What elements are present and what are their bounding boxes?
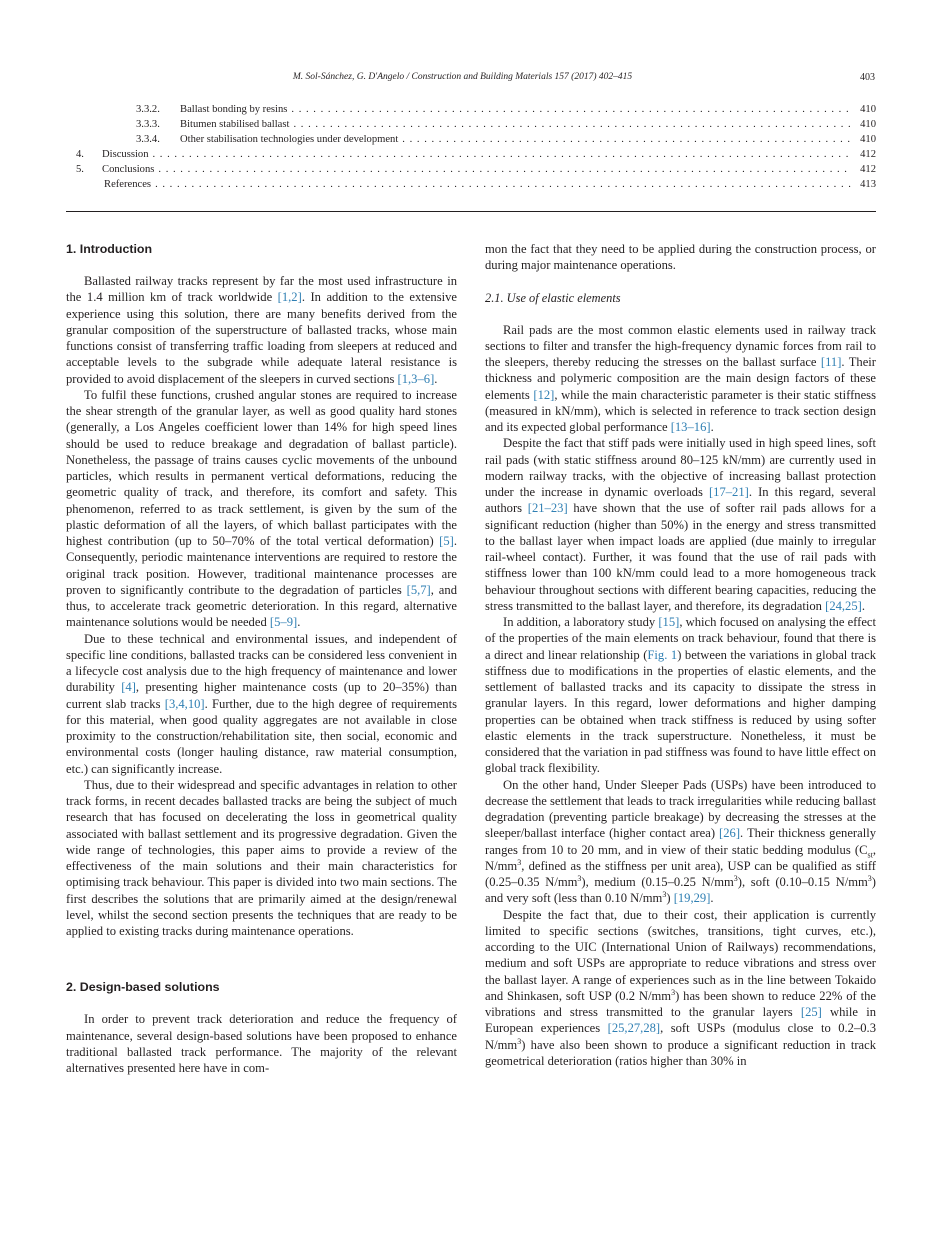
citation-link[interactable]: [26] — [719, 826, 741, 841]
toc-entry[interactable] — [66, 117, 876, 132]
citation-link[interactable]: [1,3–6] — [397, 371, 435, 386]
paragraph: On the other hand, Under Sleeper Pads (USPs) have been introduced to decrease the settlement that leads to track irregularities while reducing ballast degradation (preventing particle breakage) by decreasing the stresses at the sleeper/ballast interface (higher contact area) [26]. Their thickness generally ranges from 10 to 20 mm, and in view of their static bedding modulus ($C_{st}$, $N/mm^3$, defined as the stiffness per unit area), USP can be qualified as stiff (0.25–0.35 $N/mm^3$), medium (0.15–0.25 $N/mm^3$), soft (0.10–0.15 $N/mm^3$) and very soft (less than 0.10 $N/mm^3$) [19,29]. — [485, 777, 876, 906]
citation-link[interactable]: [19,29] — [673, 891, 711, 906]
paragraph: Due to these technical and environmental issues, and independent of specific line conditions, ballasted tracks can be considered less convenient in a lifecycle cost analysis due to the high frequency of maintenance and lower durability [4], presenting higher maintenance costs (up to 20–35%) than current slab tracks [3,4,10]. Further, due to the high degree of requirements for this material, when good quality aggregates are not available in close proximity to the construction/rehabilitation site, then social, economic and environmental costs (longer hauling distance, raw material consumption, etc.) can significantly increase. — [66, 631, 457, 776]
toc-page: 412 — [860, 149, 876, 160]
citation-link[interactable]: [1,2] — [277, 290, 302, 305]
citation-link[interactable]: [4] — [121, 680, 136, 695]
table-of-contents — [66, 102, 876, 192]
citation-link[interactable]: [5–9] — [269, 615, 298, 630]
toc-number: 5. — [76, 164, 84, 175]
toc-page: 413 — [860, 179, 876, 190]
toc-page: 410 — [860, 104, 876, 115]
citation-link[interactable]: [24,25] — [825, 598, 862, 613]
paragraph: Rail pads are the most common elastic elements used in railway track sections to filter and transfer the high-frequency dynamic forces from rail to the sleepers, thereby reducing the stresses on the ballast surface [11]. Their thickness and polymeric composition are the main design factors of these elements [12], while the main characteristic parameter is their static stiffness (measured in kN/mm), which is selected in reference to track section design and its expected global performance [13–16]. — [485, 322, 876, 434]
toc-leader — [291, 102, 852, 117]
toc-page: 410 — [860, 119, 876, 130]
paragraph: Despite the fact that, due to their cost, their application is currently limited to specific sections (switches, transitions, tight curves, etc.), according to the UIC (International Union of Railways) recommendations, medium and soft USPs are appropriate to reduce vibrations and stress over the ballast layer. A range of experiences such as in the line between Tokaido and Shinkasen, soft USP (0.2 $N/mm^3$) has been shown to reduce 22% of the vibrations and stress transmitted to the granular layers [25] while in European experiences [25,27,28], soft USPs (modulus close to 0.2–0.3 $N/mm^3$) have also been shown to produce a significant reduction in track geometrical deterioration (ratios higher than 30% in — [485, 907, 877, 1068]
toc-title: Discussion — [102, 149, 149, 160]
paragraph: Thus, due to their widespread and specific advantages in relation to other track forms, in recent decades ballasted tracks are being the subject of much research that has focused on decelerating the loss in geometrical quality associated with ballast settlement and its progressive degradation. Given the wide range of technologies, this paper aims to provide a review of the effectiveness of the main solutions and their main characteristics for optimising track behaviour. This paper is divided into two main sections. The first describes the solutions that are primarily aimed at the design/renewal level, whilst the second section presents the techniques that are ready to be applied to existing tracks during maintenance operations. — [66, 777, 457, 938]
toc-entry[interactable] — [66, 147, 876, 162]
toc-leader — [293, 117, 852, 132]
toc-number: 4. — [76, 149, 84, 160]
toc-title: Bitumen stabilised ballast — [180, 119, 290, 130]
right-column — [485, 241, 876, 1069]
section-divider — [66, 211, 876, 212]
toc-leader — [153, 147, 853, 162]
citation-link[interactable]: [25,27,28] — [607, 1021, 661, 1036]
citation-link[interactable]: [5,7] — [406, 582, 431, 597]
page-number: 403 — [860, 72, 875, 83]
paragraph: Ballasted railway tracks represent by far the most used infrastructure in the 1.4 million km of track worldwide [1,2]. In addition to the extensive experience using this solution, there are many benefits derived from the granular composition of the superstructure of ballasted tracks, whose main functions consist of transferring traffic loading from sleepers at reduced and acceptable levels to the subgrade while adequate lateral resistance is provided to avoid displacement of the sleepers in curved sections [1,3–6]. — [66, 274, 457, 386]
left-column — [66, 241, 457, 1076]
toc-number: 3.3.2. — [136, 104, 160, 115]
section-heading-design-based-solutions: 2. Design-based solutions — [66, 980, 220, 995]
section-heading-introduction: 1. Introduction — [66, 242, 153, 256]
citation-link[interactable]: [12] — [533, 387, 555, 402]
toc-number: 3.3.3. — [136, 119, 160, 130]
subsection-heading-elastic-elements: 2.1. Use of elastic elements — [485, 290, 621, 305]
toc-title: Conclusions — [102, 164, 155, 175]
paragraph: In order to prevent track deterioration and reduce the frequency of maintenance, several design-based solutions have been proposed to enhance traditional ballasted track performance. The majority of the relevant alternatives presented here have in com- — [66, 1012, 457, 1075]
toc-entry[interactable] — [66, 177, 876, 192]
toc-entry[interactable] — [66, 102, 876, 117]
toc-page: 412 — [860, 164, 876, 175]
citation-link[interactable]: [11] — [820, 355, 842, 369]
toc-number: 3.3.4. — [136, 134, 160, 145]
citation-link[interactable]: [25] — [800, 1005, 822, 1019]
paragraph: To fulfil these functions, crushed angular stones are required to increase the shear strength of the granular layer, as well as good quality hard stones (generally, a Los Angeles coefficient lower than 14% for high speed lines should be used to reduce breakage and degradation of ballast particle). Nonetheless, the passage of trains causes cyclic movements of the unbound particles, which results in permanent vertical deformations, reducing the geometric quality of track, and therefore, its comfort and safety. This phenomenon, referred to as track settlement, is given by the sum of the plastic deformation of all the layers, of which ballast participates with the highest contribution (up to 50–70% of the total vertical deformation) [5]. Consequently, periodic maintenance interventions are required to restore the original track position. However, traditional maintenance processes are proven to significantly contribute to the degradation of particles [5,7], and thus, to accelerate track geometric deterioration. In this regard, alternative maintenance solutions would be needed [5–9]. — [66, 387, 457, 630]
toc-entry[interactable] — [66, 132, 876, 147]
citation-link[interactable]: [13–16] — [670, 420, 711, 434]
toc-leader — [158, 162, 852, 177]
toc-leader — [155, 177, 852, 192]
toc-leader — [402, 132, 852, 147]
toc-title: References — [104, 179, 152, 190]
citation-link[interactable]: [15] — [658, 615, 680, 629]
toc-entry[interactable] — [66, 162, 876, 177]
citation-link[interactable]: [21–23] — [527, 501, 568, 516]
toc-page: 410 — [860, 134, 876, 145]
toc-title: Ballast bonding by resins — [180, 104, 288, 115]
paragraph: In addition, a laboratory study [15], which focused on analysing the effect of the properties of the main elements on track behaviour, found that there is a direct and linear relationship (Fig. 1) between the variations in global track stiffness due to modifications in the properties of elastic elements, and the settlement of ballasted tracks and its capacity to dissipate the stress in granular layers. In this regard, lower deformations and higher damping properties can be obtained when track stiffness is reduced by using softer elastic elements in the track superstructure. Nonetheless, it must be considered that the variation in pad stiffness was found to have little effect on global track flexibility. — [485, 615, 877, 776]
citation-link[interactable]: [17–21] — [708, 485, 749, 499]
citation-link[interactable]: [5] — [439, 534, 454, 548]
figure-link[interactable]: Fig. 1 — [647, 647, 678, 662]
running-title: M. Sol-Sánchez, G. D'Angelo / Construction and Building Materials 157 (2017) 402–415 — [292, 72, 633, 82]
paragraph: Despite the fact that stiff pads were initially used in high speed lines, soft rail pads (with static stiffness around 80–125 kN/mm) are currently used in modern railway tracks, with the objective of increasing ballast protection under the increase in dynamic overloads [17–21]. In this regard, several authors [21–23] have shown that the use of softer rail pads allows for a significant reduction (higher than 50%) in the energy and stress transmitted to the ballast layer when impact loads are applied (due mainly to irregular rail-wheel contact). Further, it was found that the use of rail pads with stiffness lower than 100 kN/mm could lead to a more homogeneous track behaviour throughout sections with different bearing capacities, reducing the stress transmitted to the ballast layer, and therefore, its degradation [24,25]. — [485, 436, 876, 613]
citation-link[interactable]: [3,4,10] — [164, 696, 205, 711]
paragraph: mon the fact that they need to be applied during the construction process, or during major maintenance operations. — [485, 242, 876, 273]
toc-title: Other stabilisation technologies under development — [180, 134, 399, 145]
